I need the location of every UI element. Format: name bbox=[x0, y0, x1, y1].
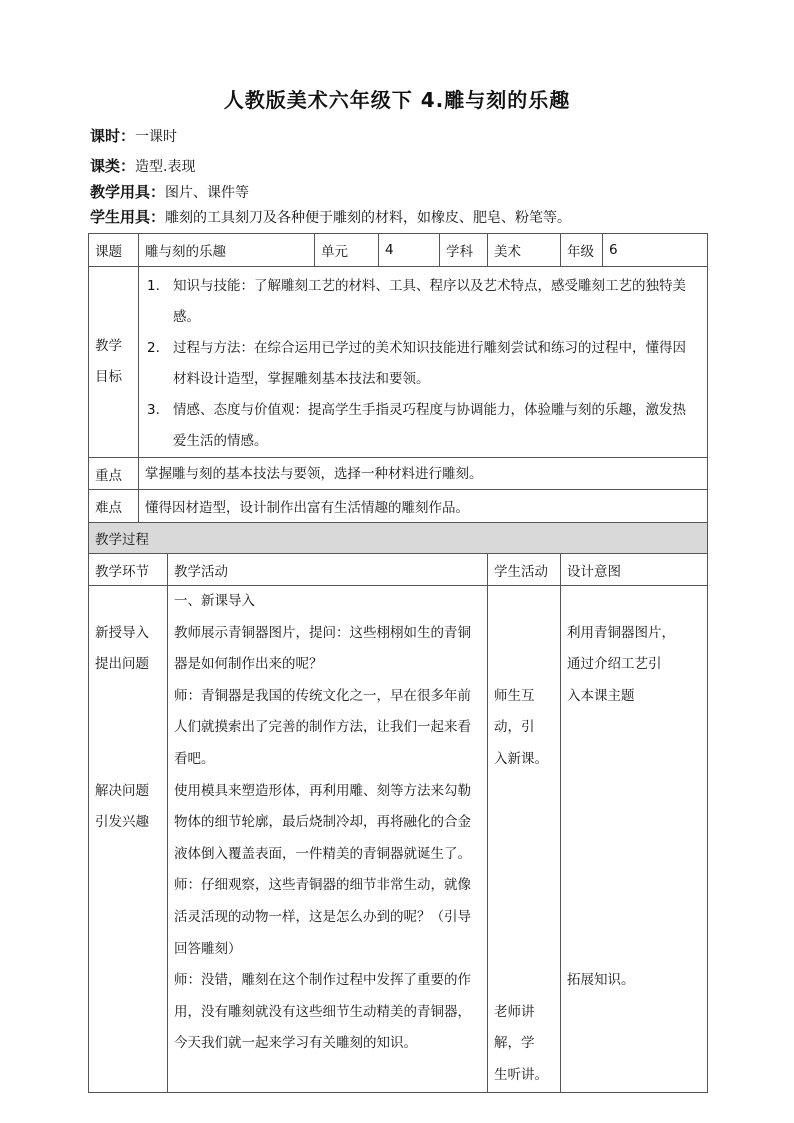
teacher-tools-value: 图片、课件等 bbox=[165, 185, 250, 201]
topic-value: 雕与刻的乐趣 bbox=[139, 234, 315, 267]
key-point-value: 掌握雕与刻的基本技法与要领，选择一种材料进行雕刻。 bbox=[139, 458, 708, 490]
key-point-row bbox=[89, 458, 708, 490]
stage-2-line1: 解决问题 bbox=[95, 782, 149, 799]
student-tools-line bbox=[90, 208, 571, 227]
difficult-point-row bbox=[89, 490, 708, 523]
document-title: 人教版美术六年级下 4.雕与刻的乐趣 bbox=[223, 88, 571, 112]
subject-value: 美术 bbox=[488, 234, 561, 267]
lesson-time-label: 课时： bbox=[90, 127, 136, 145]
goals-label bbox=[89, 267, 139, 458]
topic-label: 课题 bbox=[89, 234, 139, 267]
student-tools-label: 学生用具： bbox=[90, 208, 166, 226]
student-1-line1: 师生互动，引 bbox=[494, 687, 535, 736]
goal-number: 2. bbox=[147, 340, 160, 356]
goal-number: 3. bbox=[147, 402, 160, 418]
teacher-line: 师：没错，雕刻在这个制作过程中发挥了重要的作 bbox=[174, 972, 471, 989]
goal-item bbox=[145, 333, 697, 395]
col-stage-header: 教学环节 bbox=[89, 554, 168, 586]
teacher-line: 今天我们就一起来学习有关雕刻的知识。 bbox=[174, 1035, 417, 1052]
process-header: 教学过程 bbox=[89, 523, 708, 554]
intent-1-line2: 通过介绍工艺引 bbox=[567, 656, 662, 673]
intent-1-line1: 利用青铜器图片， bbox=[567, 624, 675, 641]
lesson-plan-table bbox=[88, 233, 708, 1093]
teacher-line: 师：仔细观察，这些青铜器的细节非常生动，就像 bbox=[174, 877, 471, 894]
process-content-row bbox=[89, 586, 708, 1093]
difficult-point-value: 懂得因材造型，设计制作出富有生活情趣的雕刻作品。 bbox=[139, 490, 708, 523]
teacher-line: 液体倒入覆盖表面，一件精美的青铜器就诞生了。 bbox=[174, 845, 471, 862]
student-activity-column bbox=[488, 586, 561, 1093]
goal-text: 过程与方法：在综合运用已学过的美术知识技能进行雕刻尝试和练习的过程中，懂得因材料设计造型，掌握雕刻基本技法和要领。 bbox=[173, 340, 686, 387]
difficult-point-label: 难点 bbox=[89, 490, 139, 523]
teacher-line: 活灵活现的动物一样，这是怎么办到的呢？（引导 bbox=[174, 908, 471, 925]
process-columns-row bbox=[89, 554, 708, 586]
process-header-row bbox=[89, 523, 708, 554]
teacher-line: 回答雕刻） bbox=[174, 940, 242, 957]
teacher-tools-line bbox=[90, 183, 249, 202]
student-1-line2: 入新课。 bbox=[494, 750, 548, 767]
unit-label: 单元 bbox=[315, 234, 379, 267]
teacher-line: 使用模具来塑造形体，再利用雕、刻等方法来勾勒 bbox=[174, 782, 471, 799]
teacher-line: 教师展示青铜器图片，提问：这些栩栩如生的青铜 bbox=[174, 624, 471, 641]
teacher-line: 一、新课导入 bbox=[174, 593, 255, 609]
intent-1-line3: 入本课主题 bbox=[567, 687, 635, 704]
category-value: 造型.表现 bbox=[135, 159, 196, 175]
intent-2: 拓展知识。 bbox=[567, 972, 635, 989]
stage-column bbox=[89, 586, 168, 1093]
goal-item bbox=[145, 395, 697, 457]
stage-1-line1: 新授导入 bbox=[95, 624, 149, 641]
grade-label: 年级 bbox=[561, 234, 603, 267]
goal-text: 知识与技能：了解雕刻工艺的材料、工具、程序以及艺术特点，感受雕刻工艺的独特美感。 bbox=[173, 278, 686, 325]
info-row bbox=[89, 234, 708, 267]
lesson-time-line bbox=[90, 127, 177, 146]
key-point-label: 重点 bbox=[89, 458, 139, 490]
goal-number: 1. bbox=[147, 278, 160, 294]
col-teacher-header: 教学活动 bbox=[168, 554, 488, 586]
subject-label: 学科 bbox=[440, 234, 488, 267]
category-label: 课类： bbox=[90, 157, 136, 175]
teacher-line: 看吧。 bbox=[174, 750, 215, 767]
teacher-line: 师：青铜器是我国的传统文化之一，早在很多年前 bbox=[174, 687, 471, 704]
col-student-header: 学生活动 bbox=[488, 554, 561, 586]
teacher-line: 物体的细节轮廓，最后烧制冷却，再将融化的合金 bbox=[174, 814, 471, 831]
grade-value: 6 bbox=[603, 234, 708, 267]
student-2-line2: 生听讲。 bbox=[494, 1066, 548, 1083]
stage-1-line2: 提出问题 bbox=[95, 656, 149, 673]
intent-column bbox=[561, 586, 708, 1093]
goals-row bbox=[89, 267, 708, 458]
student-2-line1: 老师讲解，学 bbox=[494, 1003, 535, 1052]
teacher-activity-column bbox=[168, 586, 488, 1093]
teacher-tools-label: 教学用具： bbox=[90, 183, 166, 201]
student-tools-value: 雕刻的工具刻刀及各种便于雕刻的材料，如橡皮、肥皂、粉笔等。 bbox=[165, 210, 572, 226]
goals-content bbox=[139, 267, 708, 458]
goal-item bbox=[145, 271, 697, 333]
stage-2-line2: 引发兴趣 bbox=[95, 814, 149, 831]
lesson-time-value: 一课时 bbox=[135, 129, 178, 145]
category-line bbox=[90, 157, 195, 176]
goal-text: 情感、态度与价值观：提高学生手指灵巧程度与协调能力，体验雕与刻的乐趣，激发热爱生活的情感。 bbox=[173, 402, 686, 449]
goals-label-line2: 目标 bbox=[95, 369, 122, 385]
goals-list bbox=[145, 267, 701, 457]
teacher-line: 人们就摸索出了完善的制作方法，让我们一起来看 bbox=[174, 719, 471, 736]
teacher-line: 器是如何制作出来的呢？ bbox=[174, 656, 323, 673]
col-intent-header: 设计意图 bbox=[561, 554, 708, 586]
unit-value: 4 bbox=[379, 234, 440, 267]
teacher-line: 用，没有雕刻就没有这些细节生动精美的青铜器， bbox=[174, 1003, 471, 1020]
goals-label-line1: 教学 bbox=[95, 338, 122, 354]
